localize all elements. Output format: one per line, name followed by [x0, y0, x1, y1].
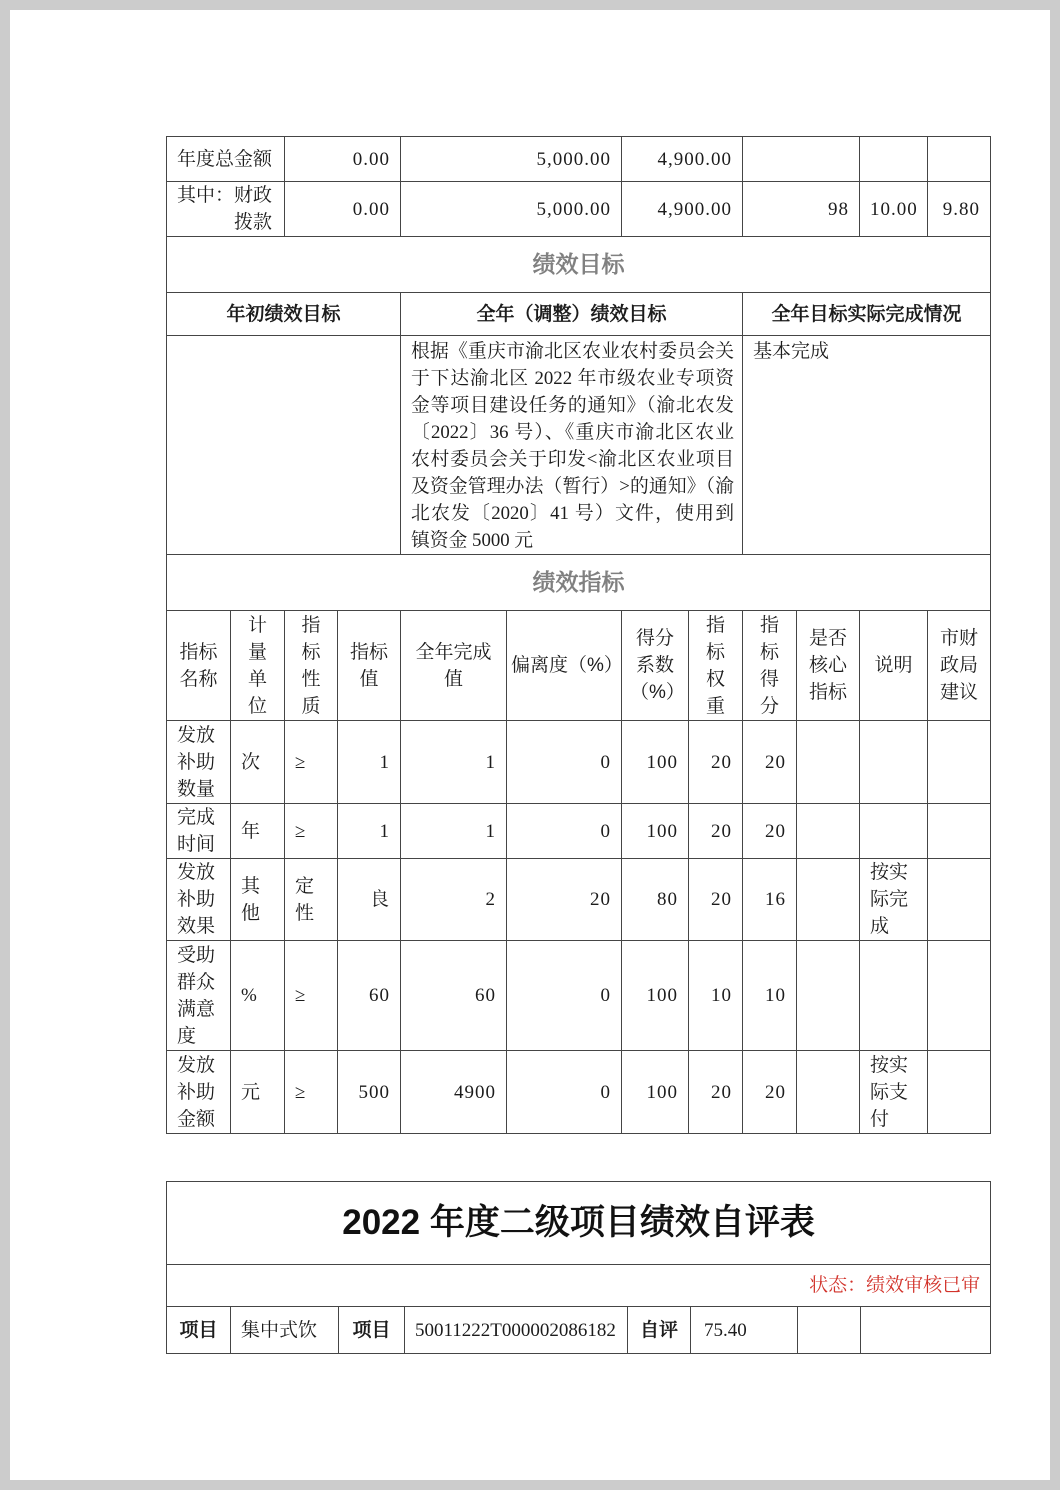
document-page	[10, 10, 1050, 1480]
indicator-actual: 1	[401, 804, 507, 859]
indicator-note: 按实际支付	[860, 1051, 928, 1134]
indicator-weight: 20	[689, 721, 743, 804]
indicator-score: 16	[743, 859, 797, 941]
goals-adjusted-text: 根据《重庆市渝北区农业农村委员会关于下达渝北区 2022 年市级农业专项资金等项目建设任务的通知》（渝北农发〔2022〕36 号）、《重庆市渝北区农业农村委员会关于印发<渝北区农业项目及资金管理办法（暂行）>的通知》（渝北农发〔2020〕41 号）文件，使用到镇资金 5000 元	[401, 336, 743, 555]
indicator-note: 按实际完成	[860, 859, 928, 941]
self-eval-info-row	[167, 1307, 991, 1354]
self-eval-title: 2022 年度二级项目绩效自评表	[167, 1182, 991, 1265]
indicator-target: 1	[338, 721, 401, 804]
goals-section-row	[167, 237, 991, 293]
indicator-suggestion	[928, 1051, 991, 1134]
header-actual: 全年完成值	[401, 611, 507, 721]
indicator-suggestion	[928, 859, 991, 941]
indicator-target: 500	[338, 1051, 401, 1134]
indicator-score: 20	[743, 804, 797, 859]
indicator-name: 完成时间	[167, 804, 231, 859]
project-code-label: 项目	[339, 1307, 405, 1354]
performance-table	[166, 136, 991, 1134]
indicator-row	[167, 941, 991, 1051]
self-eval-score: 75.40	[691, 1307, 798, 1354]
goals-header-actual: 全年目标实际完成情况	[743, 293, 991, 336]
indicator-weight: 20	[689, 804, 743, 859]
indicator-name: 发放补助金额	[167, 1051, 231, 1134]
funding-fiscal-score: 9.80	[928, 182, 991, 237]
indicator-score: 10	[743, 941, 797, 1051]
empty-cell	[861, 1307, 991, 1354]
self-eval-title-row	[167, 1182, 991, 1265]
indicator-name: 受助群众满意度	[167, 941, 231, 1051]
funding-row-fiscal	[167, 182, 991, 237]
indicator-core	[797, 941, 860, 1051]
funding-fiscal-label: 其中：财政拨款	[167, 182, 285, 237]
indicators-header-row	[167, 611, 991, 721]
header-nature: 指标性质	[285, 611, 338, 721]
indicator-row	[167, 804, 991, 859]
indicator-core	[797, 859, 860, 941]
header-indicator-name: 指标名称	[167, 611, 231, 721]
indicator-nature: ≥	[285, 804, 338, 859]
indicator-deviation: 0	[507, 1051, 622, 1134]
indicator-actual: 2	[401, 859, 507, 941]
indicator-suggestion	[928, 941, 991, 1051]
indicator-unit: 次	[231, 721, 285, 804]
funding-total-execution-rate	[743, 137, 860, 182]
funding-fiscal-initial: 0.00	[285, 182, 401, 237]
indicator-nature: ≥	[285, 721, 338, 804]
funding-total-executed: 4,900.00	[622, 137, 743, 182]
indicators-section-row	[167, 555, 991, 611]
funding-total-adjusted: 5,000.00	[401, 137, 622, 182]
project-label: 项目	[167, 1307, 231, 1354]
indicator-actual: 60	[401, 941, 507, 1051]
funding-row-total	[167, 137, 991, 182]
indicator-row	[167, 721, 991, 804]
indicator-coefficient: 100	[622, 721, 689, 804]
funding-fiscal-execution-rate: 98	[743, 182, 860, 237]
header-deviation: 偏离度（%）	[507, 611, 622, 721]
header-unit: 计量单位	[231, 611, 285, 721]
indicator-weight: 20	[689, 1051, 743, 1134]
indicator-actual: 1	[401, 721, 507, 804]
indicator-weight: 10	[689, 941, 743, 1051]
header-coefficient: 得分系数（%）	[622, 611, 689, 721]
funding-total-score	[928, 137, 991, 182]
status-badge: 状态：绩效审核已审	[167, 1265, 991, 1307]
indicator-deviation: 0	[507, 941, 622, 1051]
indicator-deviation: 0	[507, 804, 622, 859]
indicator-nature: ≥	[285, 1051, 338, 1134]
header-score: 指标得分	[743, 611, 797, 721]
indicator-row	[167, 859, 991, 941]
indicator-note	[860, 941, 928, 1051]
indicator-row	[167, 1051, 991, 1134]
header-target: 指标值	[338, 611, 401, 721]
goals-header-adjusted: 全年（调整）绩效目标	[401, 293, 743, 336]
indicator-score: 20	[743, 721, 797, 804]
funding-fiscal-adjusted: 5,000.00	[401, 182, 622, 237]
self-eval-status-row	[167, 1265, 991, 1307]
funding-total-label: 年度总金额	[167, 137, 285, 182]
indicator-unit: 元	[231, 1051, 285, 1134]
funding-total-weight	[860, 137, 928, 182]
indicator-coefficient: 100	[622, 804, 689, 859]
goals-header-row	[167, 293, 991, 336]
indicator-nature: 定性	[285, 859, 338, 941]
indicator-coefficient: 80	[622, 859, 689, 941]
project-code: 50011222T000002086182	[405, 1307, 628, 1354]
header-core: 是否核心指标	[797, 611, 860, 721]
goals-content-row	[167, 336, 991, 555]
indicator-suggestion	[928, 804, 991, 859]
indicator-core	[797, 721, 860, 804]
goals-initial-text	[167, 336, 401, 555]
indicator-note	[860, 804, 928, 859]
project-name: 集中式饮	[231, 1307, 339, 1354]
indicator-target: 60	[338, 941, 401, 1051]
goals-header-initial: 年初绩效目标	[167, 293, 401, 336]
self-eval-score-label: 自评	[628, 1307, 691, 1354]
indicator-name: 发放补助数量	[167, 721, 231, 804]
indicators-section-title: 绩效指标	[167, 555, 991, 611]
funding-fiscal-weight: 10.00	[860, 182, 928, 237]
empty-cell	[798, 1307, 861, 1354]
indicator-score: 20	[743, 1051, 797, 1134]
funding-total-initial: 0.00	[285, 137, 401, 182]
indicator-coefficient: 100	[622, 941, 689, 1051]
goals-actual-text: 基本完成	[743, 336, 991, 555]
indicator-actual: 4900	[401, 1051, 507, 1134]
indicator-unit: %	[231, 941, 285, 1051]
indicator-note	[860, 721, 928, 804]
header-suggestion: 市财政局建议	[928, 611, 991, 721]
indicator-weight: 20	[689, 859, 743, 941]
goals-section-title: 绩效目标	[167, 237, 991, 293]
indicator-name: 发放补助效果	[167, 859, 231, 941]
indicator-nature: ≥	[285, 941, 338, 1051]
header-weight: 指标权重	[689, 611, 743, 721]
indicator-unit: 其他	[231, 859, 285, 941]
indicator-target: 1	[338, 804, 401, 859]
indicator-deviation: 20	[507, 859, 622, 941]
header-note: 说明	[860, 611, 928, 721]
indicator-deviation: 0	[507, 721, 622, 804]
indicator-core	[797, 1051, 860, 1134]
self-evaluation-table	[166, 1181, 991, 1354]
indicator-core	[797, 804, 860, 859]
indicator-unit: 年	[231, 804, 285, 859]
indicator-coefficient: 100	[622, 1051, 689, 1134]
funding-fiscal-executed: 4,900.00	[622, 182, 743, 237]
indicator-target: 良	[338, 859, 401, 941]
indicator-suggestion	[928, 721, 991, 804]
